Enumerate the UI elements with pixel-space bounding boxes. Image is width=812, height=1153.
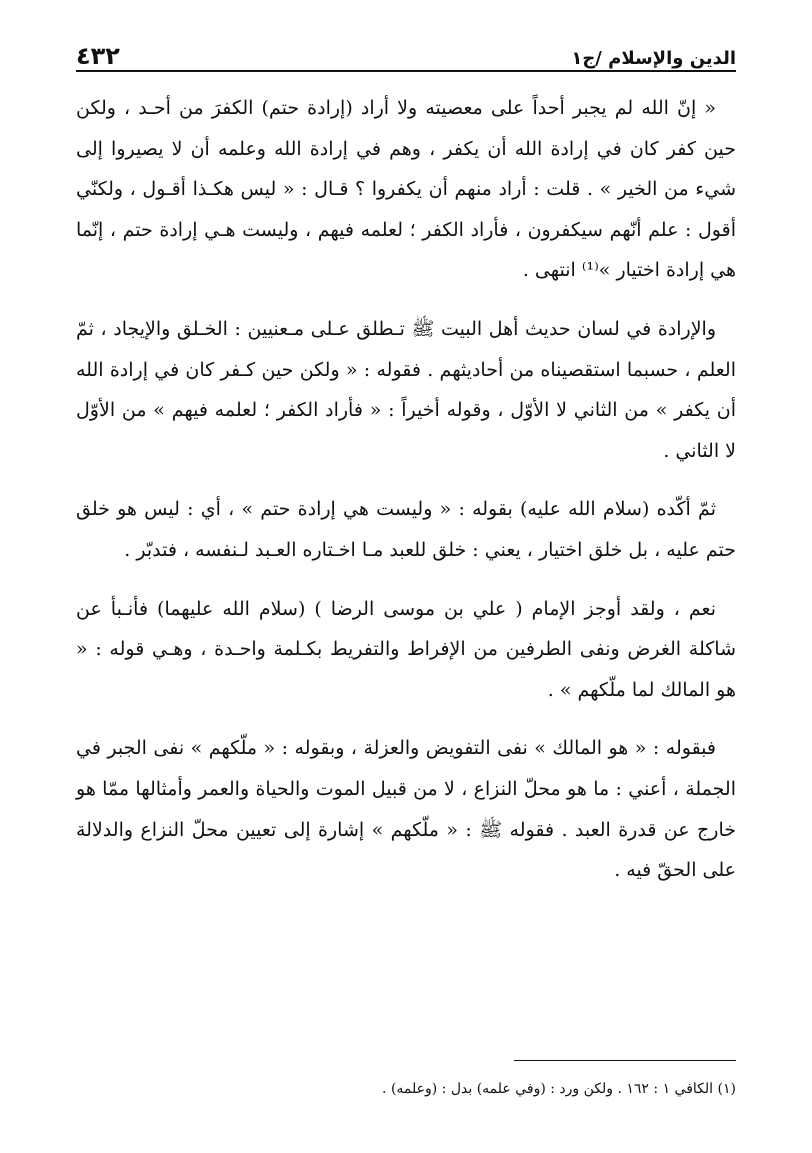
body-text — [76, 88, 736, 909]
paragraph: ثمّ أكّده (سلام الله عليه) بقوله : « وليست هي إرادة حتم » ، أي : ليس هو خلق حتم عليه ، بل خلق اختيار ، يعني : خلق للعبد مـا اخـتاره العـبد لـنفسه ، فتدبّر . — [76, 498, 736, 561]
paragraph: « إنّ الله لم يجبر أحداً على معصيته ولا أراد (إرادة حتم) الكفرَ من أحـد ، ولكن حين كفر كان في إرادة الله أن يكفر ، وهم في إرادة الله وعلمه أن لا يصيروا إلى شيء من الخير » . قلت : أراد منهم أن يكفروا ؟ قـال : « ليس هكـذا أقـول ، ولكنّي أقول : علم أنّهم سيكفرون ، فأراد الكفر ؛ لعلمه فيهم ، وليست هـي إرادة حتم ، إنّما هي إرادة اختيار »⁽¹⁾ انتهى . — [76, 97, 736, 282]
running-title: الدين والإسلام /ج١ — [571, 48, 736, 69]
paragraph: نعم ، ولقد أوجز الإمام ( علي بن موسى الرضا ) (سلام الله عليهما) فأنـبأ عن شاكلة الغرض ونفى الطرفين من الإفراط والتفريط بكـلمة واحـدة ، وهـي قوله : « هو المالك لما ملّكهم » . — [76, 597, 736, 701]
paragraph: والإرادة في لسان حديث أهل البيت ﷺ تـطلق عـلى مـعنيين : الخـلق والإيجاد ، ثمّ العلم ، حسبما استقصيناه من أحاديثهم . فقوله : « ولكن حين كـفر كان في إرادة الله أن يكفر » من الثاني لا الأوّل ، وقوله أخيراً : « فأراد الكفر ؛ لعلمه فيهم » من الأوّل لا الثاني . — [76, 317, 736, 462]
page-number: ٤٣٢ — [76, 42, 120, 70]
footnote: (١) الكافي ١ : ١٦٢ . ولكن ورد : (وفي علمه) بدل : (وعلمه) . — [382, 1081, 736, 1097]
footnote-rule — [514, 1060, 736, 1061]
header-rule — [76, 70, 736, 72]
paragraph: فبقوله : « هو المالك » نفى التفويض والعزلة ، وبقوله : « ملّكهم » نفى الجبر في الجملة ، أعني : ما هو محلّ النزاع ، لا من قبيل الموت والحياة والعمر وأمثالها ممّا هو خارج عن قدرة العبد . فقوله ﷺ : « ملّكهم » إشارة إلى تعيين محلّ النزاع والدلالة على الحقّ فيه . — [76, 737, 736, 882]
page-header — [76, 28, 736, 68]
